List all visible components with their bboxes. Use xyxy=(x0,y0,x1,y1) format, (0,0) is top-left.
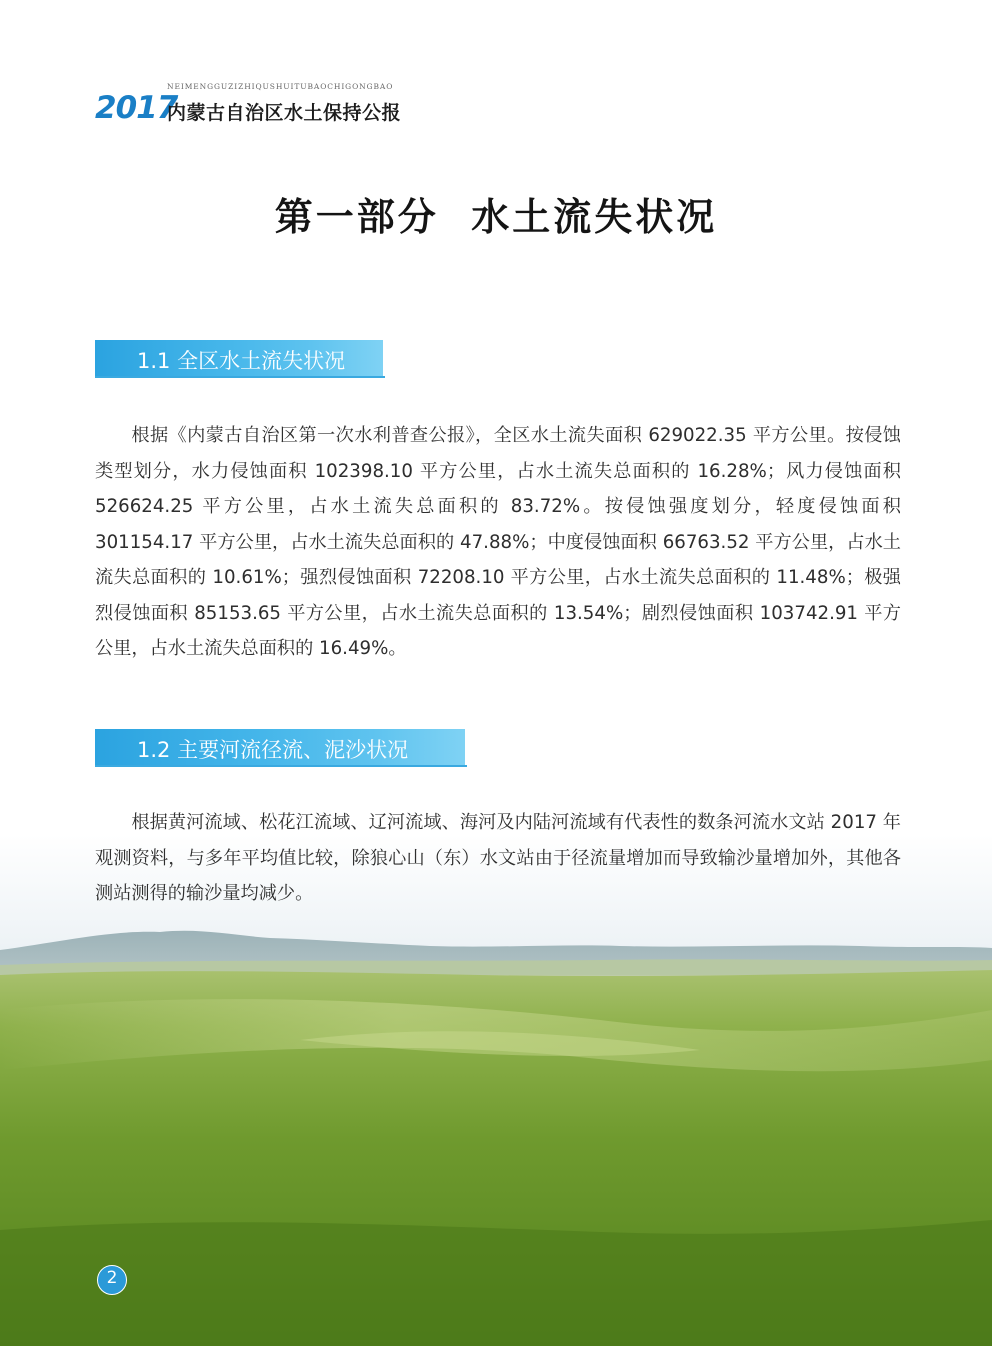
section-paragraph-1-1: 根据《内蒙古自治区第一次水利普查公报》，全区水土流失面积 629022.35 平方公里。按侵蚀类型划分，水力侵蚀面积 102398.10 平方公里，占水土流失总面积的 16.28%；风力侵蚀面积 526624.25 平方公里，占水土流失总面积的 83.72%。按侵蚀强度划分，轻度侵蚀面积 301154.17 平方公里，占水土流失总面积的 47.88%；中度侵蚀面积 66763.52 平方公里，占水土流失总面积的 10.61%；强烈侵蚀面积 72208.10 平方公里，占水土流失总面积的 11.48%；极强烈侵蚀面积 85153.65 平方公里，占水土流失总面积的 13.54%；剧烈侵蚀面积 103742.91 平方公里，占水土流失总面积的 16.49%。 xyxy=(95,425,901,659)
section-rule xyxy=(95,376,385,378)
chapter-title: 第一部分 水土流失状况 xyxy=(274,195,718,239)
header-year: 2017 xyxy=(95,90,178,126)
header-pinyin: NEIMENGGUZIZHIQUSHUITUBAOCHIGONGBAO xyxy=(167,82,394,91)
section-heading-1-1 xyxy=(95,340,385,378)
section-heading-1-2 xyxy=(95,729,467,767)
section-paragraph-1-2: 根据黄河流域、松花江流域、辽河流域、海河及内陆河流域有代表性的数条河流水文站 2017 年观测资料，与多年平均值比较，除狼心山（东）水文站由于径流量增加而导致输沙量增加外，其他各测站测得的输沙量均减少。 xyxy=(95,812,901,904)
section-heading-label: 1.2 主要河流径流、泥沙状况 xyxy=(137,738,409,762)
page-number-badge xyxy=(97,1265,127,1295)
section-rule xyxy=(95,765,467,767)
header-title: 内蒙古自治区水土保持公报 xyxy=(167,102,402,124)
section-heading-label: 1.1 全区水土流失状况 xyxy=(137,349,346,373)
page-number: 2 xyxy=(106,1268,118,1288)
